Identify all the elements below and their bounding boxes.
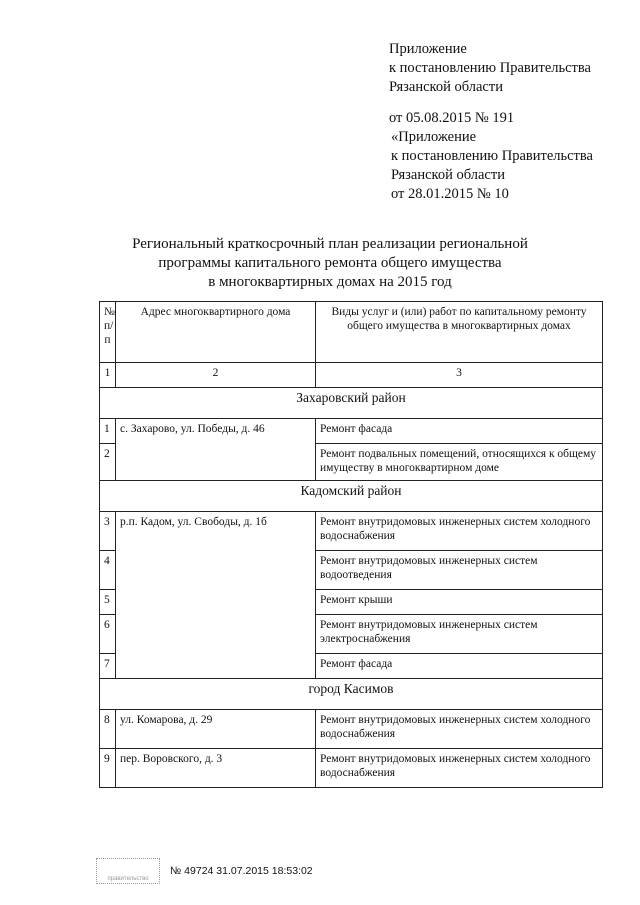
row-number: 2 bbox=[100, 444, 116, 481]
section-zakharovsky: Захаровский район bbox=[100, 388, 603, 419]
row-work: Ремонт крыши bbox=[316, 590, 603, 615]
section-row bbox=[100, 679, 603, 710]
row-work: Ремонт внутридомовых инженерных систем холодного водоснабжения bbox=[316, 512, 603, 551]
row-number: 5 bbox=[100, 590, 116, 615]
row-address: пер. Воровского, д. 3 bbox=[116, 749, 316, 788]
appendix-header bbox=[389, 40, 591, 128]
header-address: Адрес многоквартирного дома bbox=[116, 302, 316, 363]
row-number: 8 bbox=[100, 710, 116, 749]
appendix-line-3: Рязанской области bbox=[389, 79, 503, 95]
row-address: с. Захарово, ул. Победы, д. 46 bbox=[116, 419, 316, 481]
row-work: Ремонт внутридомовых инженерных систем водоотведения bbox=[316, 551, 603, 590]
row-number: 1 bbox=[100, 419, 116, 444]
registration-footer bbox=[96, 858, 313, 884]
row-work: Ремонт внутридомовых инженерных систем холодного водоснабжения bbox=[316, 749, 603, 788]
header-number: № п/п bbox=[100, 302, 116, 363]
row-number: 4 bbox=[100, 551, 116, 590]
section-row bbox=[100, 481, 603, 512]
column-number-row bbox=[100, 363, 603, 388]
section-row bbox=[100, 388, 603, 419]
header-works: Виды услуг и (или) работ по капитальному ремонту общего имущества в многоквартирных домах bbox=[316, 302, 603, 363]
row-number: 7 bbox=[100, 654, 116, 679]
column-number-2: 2 bbox=[116, 363, 316, 388]
original-appendix-date: от 28.01.2015 № 10 bbox=[391, 186, 509, 202]
original-appendix-line-2: к постановлению Правительства bbox=[391, 148, 593, 164]
table-row bbox=[100, 419, 603, 444]
title-line-1: Региональный краткосрочный план реализации региональной bbox=[132, 236, 528, 252]
appendix-line-2: к постановлению Правительства bbox=[389, 60, 591, 76]
appendix-date: от 05.08.2015 № 191 bbox=[389, 110, 515, 126]
section-kadomsky: Кадомский район bbox=[100, 481, 603, 512]
table-row bbox=[100, 710, 603, 749]
table-row bbox=[100, 512, 603, 551]
row-address: ул. Комарова, д. 29 bbox=[116, 710, 316, 749]
table-row bbox=[100, 749, 603, 788]
document-title bbox=[60, 235, 600, 292]
original-appendix-line-3: Рязанской области bbox=[391, 167, 505, 183]
plan-table bbox=[99, 301, 603, 788]
original-appendix-header bbox=[391, 128, 593, 204]
registration-stamp bbox=[96, 858, 160, 884]
stamp-text: правительство bbox=[107, 876, 149, 882]
row-address: р.п. Кадом, ул. Свободы, д. 1б bbox=[116, 512, 316, 679]
row-number: 9 bbox=[100, 749, 116, 788]
row-work: Ремонт фасада bbox=[316, 654, 603, 679]
column-number-1: 1 bbox=[100, 363, 116, 388]
row-number: 6 bbox=[100, 615, 116, 654]
row-number: 3 bbox=[100, 512, 116, 551]
registration-number: № 49724 31.07.2015 18:53:02 bbox=[170, 865, 313, 877]
row-work: Ремонт подвальных помещений, относящихся к общему имуществу в многоквартирном доме bbox=[316, 444, 603, 481]
row-work: Ремонт внутридомовых инженерных систем электроснабжения bbox=[316, 615, 603, 654]
title-line-2: программы капитального ремонта общего имущества bbox=[158, 255, 502, 271]
row-work: Ремонт фасада bbox=[316, 419, 603, 444]
original-appendix-line-1: «Приложение bbox=[391, 129, 477, 145]
column-number-3: 3 bbox=[316, 363, 603, 388]
title-line-3: в многоквартирных домах на 2015 год bbox=[208, 274, 452, 290]
row-work: Ремонт внутридомовых инженерных систем холодного водоснабжения bbox=[316, 710, 603, 749]
appendix-line-1: Приложение bbox=[389, 41, 467, 57]
table-header-row bbox=[100, 302, 603, 363]
section-kasimov: город Касимов bbox=[100, 679, 603, 710]
